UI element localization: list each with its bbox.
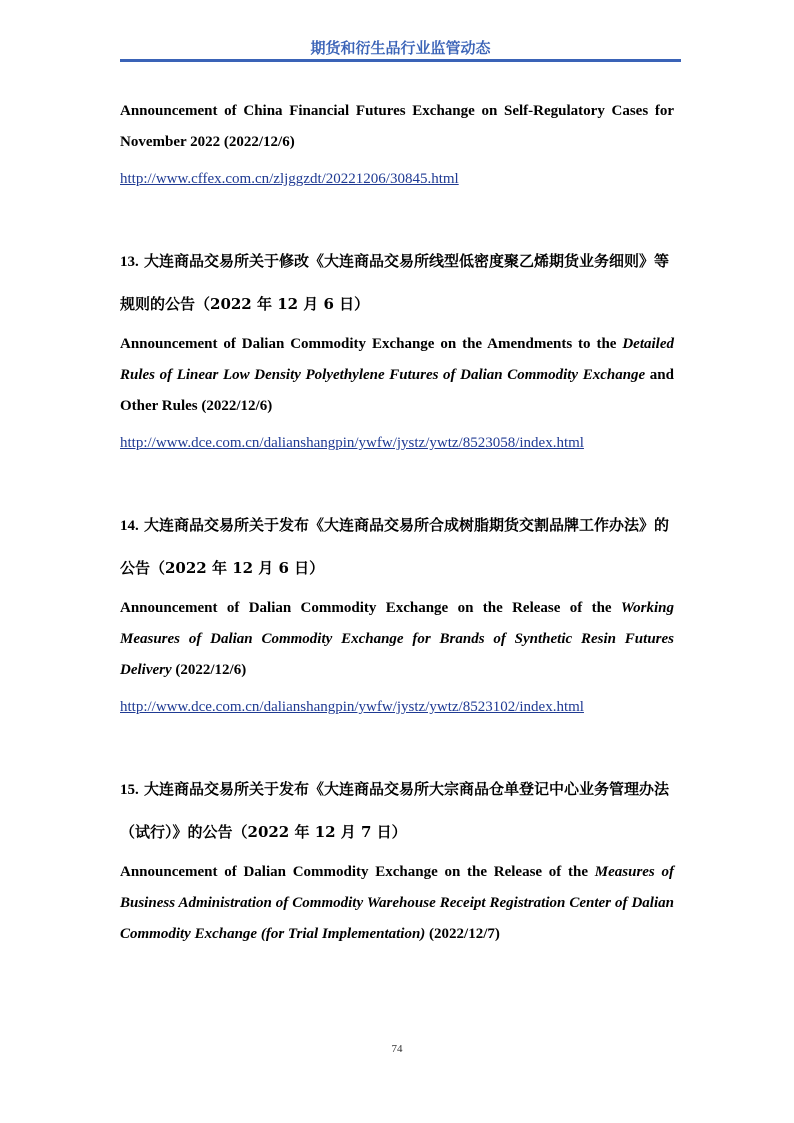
announcement-english-title (120, 329, 674, 422)
english-title-italic: Detailed Rules of Linear Low Density Polyethylene Futures of Dalian Commodity Exchange (120, 336, 674, 383)
announcement-item (120, 504, 674, 718)
announcement-list (120, 96, 674, 950)
english-title-italic: Working Measures of Dalian Commodity Exchange for Brands of Synthetic Resin Futures Delivery (120, 600, 674, 678)
announcement-chinese-title (120, 240, 674, 325)
item-number: 13. (120, 254, 139, 270)
chinese-title-text: 大连商品交易所关于发布《大连商品交易所大宗商品仓单登记中心业务管理办法（试行）》的公告（2022 年 12 月 7 日） (120, 780, 669, 841)
english-title-suffix: and Other Rules (2022/12/6) (120, 367, 674, 414)
announcement-link[interactable]: http://www.dce.com.cn/dalianshangpin/ywfw/jystz/ywtz/8523102/index.html (120, 699, 584, 715)
page-number: 74 (391, 1043, 403, 1055)
english-title-italic: Measures of Business Administration of Commodity Warehouse Receipt Registration Center of Dalian Commodity Exchange (for Trial Implementation) (120, 864, 674, 942)
announcement-link[interactable]: http://www.dce.com.cn/dalianshangpin/ywfw/jystz/ywtz/8523058/index.html (120, 435, 584, 451)
announcement-chinese-title (120, 504, 674, 589)
english-title-prefix: Announcement of Dalian Commodity Exchange on the Release of the (120, 600, 621, 616)
announcement-item (120, 240, 674, 454)
item-number: 15. (120, 782, 139, 798)
announcement-item (120, 768, 674, 950)
english-title-suffix: (2022/12/6) (171, 662, 247, 678)
chinese-title-text: 大连商品交易所关于修改《大连商品交易所线型低密度聚乙烯期货业务细则》等规则的公告（2022 年 12 月 6 日） (120, 252, 669, 313)
english-title-prefix: Announcement of Dalian Commodity Exchange on the Amendments to the (120, 336, 623, 352)
running-header-title: 期货和衍生品行业监管动态 (310, 39, 491, 57)
announcement-chinese-title (120, 768, 674, 853)
english-title-suffix: (2022/12/7) (425, 926, 500, 942)
announcement-english-title: Announcement of China Financial Futures Exchange on Self-Regulatory Cases for November 2022 (2022/12/6) (120, 103, 674, 150)
announcement-item (120, 96, 674, 190)
announcement-link[interactable]: http://www.cffex.com.cn/zljggzdt/20221206/30845.html (120, 171, 459, 187)
header-divider (120, 59, 681, 62)
item-number: 14. (120, 518, 139, 534)
announcement-english-title (120, 857, 674, 950)
chinese-title-text: 大连商品交易所关于发布《大连商品交易所合成树脂期货交割品牌工作办法》的公告（2022 年 12 月 6 日） (120, 516, 669, 577)
announcement-english-title (120, 593, 674, 686)
english-title-prefix: Announcement of Dalian Commodity Exchange on the Release of the (120, 864, 595, 880)
